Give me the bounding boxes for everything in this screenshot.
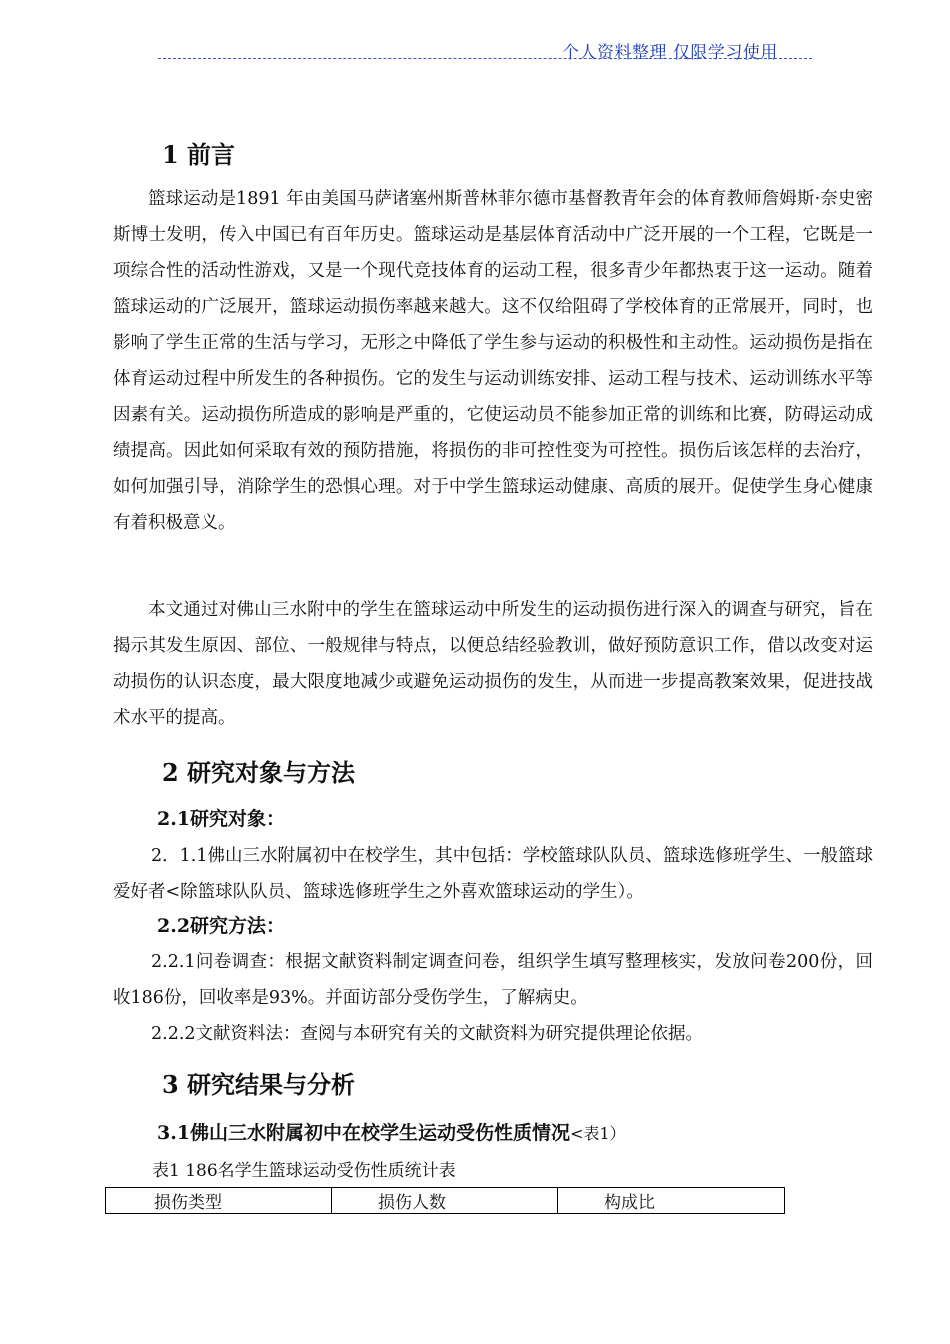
injury-statistics-table xyxy=(105,1187,785,1214)
table-1-caption: 表1 186名学生篮球运动受伤性质统计表 xyxy=(152,1161,456,1181)
section-2-2-paragraph-1: 2.2.1问卷调查：根据文献资料制定调查问卷，组织学生填写整理核实，发放问卷200份，回收186份，回收率是93%。并面访部分受伤学生，了解病史。 xyxy=(113,952,873,1008)
section-2-1-title: 2.1研究对象： xyxy=(157,808,286,830)
section-1-title: 1 前言 xyxy=(162,140,236,169)
section-3-1-title-text: 3.1佛山三水附属初中在校学生运动受伤性质情况 xyxy=(157,1122,571,1144)
section-3-1-table-ref: <表1） xyxy=(570,1124,626,1143)
section-2-2-title: 2.2研究方法： xyxy=(157,915,286,937)
section-2-1-paragraph: 2．1.1佛山三水附属初中在校学生，其中包括：学校篮球队队员、篮球选修班学生、一般篮球爱好者<除篮球队队员、篮球选修班学生之外喜欢篮球运动的学生）。 xyxy=(113,846,873,902)
table-header-row xyxy=(106,1188,785,1214)
page-header-text: 个人资料整理 仅限学习使用 xyxy=(562,43,778,63)
header-divider xyxy=(158,58,812,59)
table-header-ratio: 构成比 xyxy=(558,1188,785,1214)
section-1-paragraph-1: 篮球运动是1891 年由美国马萨诸塞州斯普林菲尔德市基督教青年会的体育教师詹姆斯·奈史密斯博士发明，传入中国已有百年历史。篮球运动是基层体育活动中广泛开展的一个工程，它既是一项综合性的活动性游戏，又是一个现代竞技体育的运动工程，很多青少年都热衷于这一运动。随着篮球运动的广泛展开，篮球运动损伤率越来越大。这不仅给阻碍了学校体育的正常展开，同时，也影响了学生正常的生活与学习，无形之中降低了学生参与运动的积极性和主动性。运动损伤是指在体育运动过程中所发生的各种损伤。它的发生与运动训练安排、运动工程与技术、运动训练水平等因素有关。运动损伤所造成的影响是严重的，它使运动员不能参加正常的训练和比赛，防碍运动成绩提高。因此如何采取有效的预防措施，将损伤的非可控性变为可控性。损伤后该怎样的去治疗，如何加强引导，消除学生的恐惧心理。对于中学生篮球运动健康、高质的展开。促使学生身心健康有着积极意义。 xyxy=(113,189,873,533)
table-header-injury-count: 损伤人数 xyxy=(332,1188,558,1214)
section-3-1-title xyxy=(157,1118,626,1145)
section-1-paragraph-2: 本文通过对佛山三水附中的学生在篮球运动中所发生的运动损伤进行深入的调查与研究，旨在揭示其发生原因、部位、一般规律与特点，以便总结经验教训，做好预防意识工作，借以改变对运动损伤的认识态度，最大限度地减少或避免运动损伤的发生，从而进一步提高教案效果，促进技战术水平的提高。 xyxy=(113,600,873,728)
section-3-title: 3 研究结果与分析 xyxy=(162,1070,356,1099)
table-header-injury-type: 损伤类型 xyxy=(106,1188,332,1214)
section-2-2-paragraph-2: 2.2.2文献资料法：查阅与本研究有关的文献资料为研究提供理论依据。 xyxy=(151,1024,704,1044)
section-2-title: 2 研究对象与方法 xyxy=(162,758,356,787)
